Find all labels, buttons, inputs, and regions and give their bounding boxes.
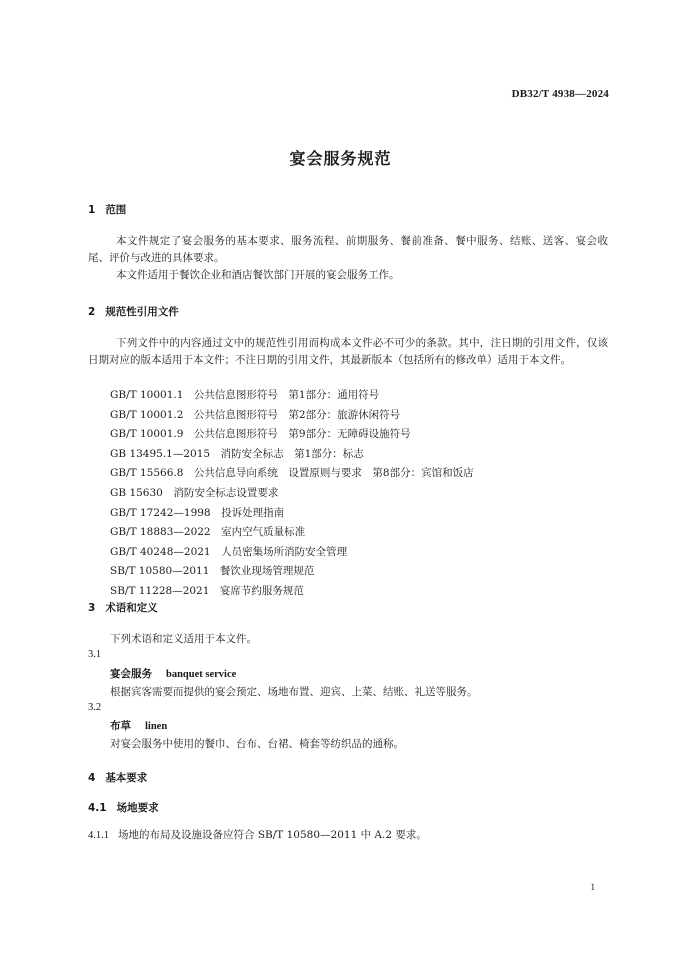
reference-item: GB/T 40248—2021 人员密集场所消防安全管理: [110, 545, 348, 558]
section-title: 基本要求: [105, 772, 148, 784]
section-title: 规范性引用文件: [105, 306, 179, 318]
reference-item: GB 13495.1—2015 消防安全标志 第1部分：标志: [110, 447, 364, 460]
term-chinese: 宴会服务: [110, 668, 152, 680]
term-heading: [110, 718, 167, 733]
section-3-heading: [88, 600, 158, 615]
section-number: 3: [88, 602, 96, 614]
reference-item: GB/T 10001.9 公共信息图形符号 第9部分：无障碍设施符号: [110, 428, 411, 441]
reference-item: SB/T 10580—2011 餐饮业现场管理规范: [110, 565, 315, 578]
reference-item: GB/T 10001.2 公共信息图形符号 第2部分：旅游休闲符号: [110, 408, 401, 421]
references-list: [110, 386, 474, 602]
clause-number: 4.1.1: [88, 830, 109, 841]
reference-item: GB/T 10001.1 公共信息图形符号 第1部分：通用符号: [110, 389, 380, 401]
section-number: 2: [88, 306, 96, 318]
standard-number: DB32/T 4938—2024: [511, 88, 609, 100]
subsection-number: 4.1: [88, 802, 107, 814]
section-number: 4: [88, 772, 96, 784]
clause-4-1-1: [88, 827, 427, 842]
reference-item: GB/T 17242—1998 投诉处理指南: [110, 506, 285, 519]
references-intro: 下列文件中的内容通过文中的规范性引用而构成本文件必不可少的条款。其中，注日期的引用文件，仅该日期对应的版本适用于本文件；不注日期的引用文件，其最新版本（包括所有的修改单）适用于本文件。: [88, 337, 608, 366]
reference-item: GB 15630 消防安全标志设置要求: [110, 486, 279, 499]
term-english: banquet service: [166, 669, 237, 680]
section-number: 1: [88, 204, 96, 216]
term-definition: 根据宾客需要而提供的宴会预定、场地布置、迎宾、上菜、结账、礼送等服务。: [110, 686, 478, 698]
reference-item: GB/T 18883—2022 室内空气质量标准: [110, 526, 306, 539]
reference-item: SB/T 11228—2021 宴席节约服务规范: [110, 584, 304, 597]
term-number: 3.1: [88, 649, 102, 660]
subsection-4-1-heading: [88, 800, 159, 815]
term-english: linen: [145, 721, 168, 732]
scope-paragraph: 本文件规定了宴会服务的基本要求、服务流程、前期服务、餐前准备、餐中服务、结账、送客、宴会收尾、评价与改进的具体要求。: [88, 235, 608, 264]
section-title: 术语和定义: [105, 602, 158, 614]
document-title: 宴会服务规范: [289, 149, 392, 168]
term-chinese: 布草: [110, 720, 131, 732]
section-title: 范围: [105, 204, 127, 216]
section-1-heading: [88, 202, 126, 217]
term-heading: [110, 666, 236, 681]
terms-intro: 下列术语和定义适用于本文件。: [110, 633, 257, 645]
term-definition: 对宴会服务中使用的餐巾、台布、台裙、椅套等纺织品的通称。: [110, 738, 404, 750]
clause-text: 场地的布局及设施设备应符合 SB/T 10580—2011 中 A.2 要求。: [118, 829, 427, 841]
section-4-heading: [88, 770, 147, 785]
subsection-title: 场地要求: [116, 802, 159, 814]
reference-item: GB/T 15566.8 公共信息导向系统 设置原则与要求 第8部分：宾馆和饭店: [110, 467, 474, 480]
section-2-heading: [88, 304, 179, 319]
scope-applicability: 本文件适用于餐饮企业和酒店餐饮部门开展的宴会服务工作。: [116, 269, 400, 281]
term-number: 3.2: [88, 702, 102, 713]
page-number: 1: [590, 882, 595, 892]
